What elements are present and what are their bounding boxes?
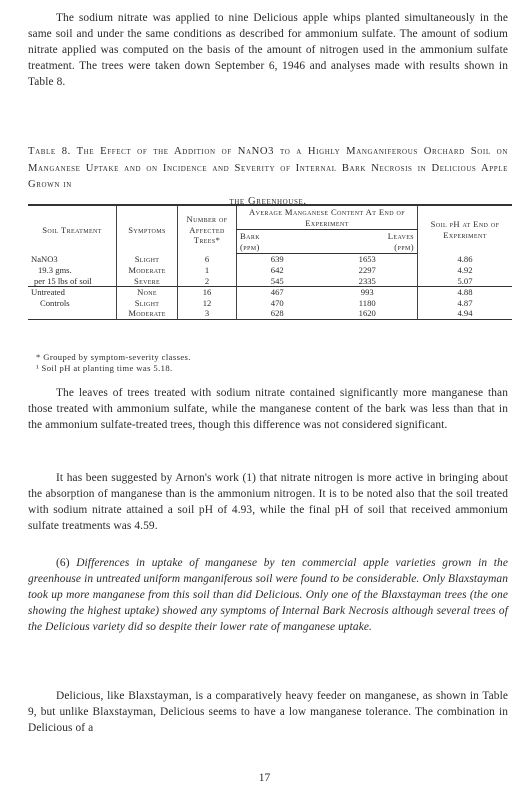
number-cell: 6 xyxy=(178,254,237,265)
section-6-number: (6) xyxy=(56,557,70,569)
header-soil-ph: Soil pH at End of Experiment xyxy=(418,205,513,254)
treatment-line: Controls xyxy=(40,297,70,308)
leaves-cell: 1620 xyxy=(317,308,417,319)
bark-cell: 470 xyxy=(237,298,318,309)
leaves-cell: 2335 xyxy=(317,276,417,287)
bark-cell: 628 xyxy=(237,308,318,319)
paragraph-2: The leaves of trees treated with sodium nitrate contained significantly more manganese than those treated with ammonium sulfate, while the manganese content of the bark was less than that in the ammonium sulfate-treated trees, though this difference was not considered significant. xyxy=(28,387,508,432)
treatment-line: Untreated xyxy=(31,287,65,298)
ph-cell: 4.94 xyxy=(418,308,513,319)
number-cell: 2 xyxy=(178,276,237,287)
symptoms-cell: Slight xyxy=(117,254,178,265)
table-caption xyxy=(28,144,508,210)
header-bark xyxy=(237,230,318,254)
header-leaves-label: Leaves xyxy=(387,231,414,242)
table-row xyxy=(28,298,512,309)
ph-cell: 5.07 xyxy=(418,276,513,287)
symptoms-cell: Slight xyxy=(117,298,178,309)
treatment-line: 19.3 gms. xyxy=(38,264,72,275)
treatment-line: NaNO3 xyxy=(31,253,58,264)
table-caption-last-line: the Greenhouse. xyxy=(229,195,307,207)
symptoms-cell: Moderate xyxy=(117,265,178,276)
header-bark-label: Bark xyxy=(240,231,260,242)
header-avg-manganese: Average Manganese Content At End of Experiment xyxy=(237,205,418,230)
table-row xyxy=(28,308,512,319)
header-symptoms: Symptoms xyxy=(117,205,178,254)
table-footnotes xyxy=(36,352,506,374)
treatment-line: per 15 lbs of soil xyxy=(28,276,117,287)
header-leaves-unit: (ppm) xyxy=(394,241,414,252)
header-bark-unit: (ppm) xyxy=(240,241,260,252)
section-6-paragraph xyxy=(28,555,508,635)
footnote: ¹ Soil pH at planting time was 5.18. xyxy=(36,363,173,373)
number-cell: 3 xyxy=(178,308,237,319)
paragraph-5: Delicious, like Blaxstayman, is a comparatively heavy feeder on manganese, as shown in Table 9, but unlike Blaxstayman, Delicious seems to have a low manganese tolerance. The combination in Delicious of a xyxy=(28,690,508,735)
table-row xyxy=(28,287,512,298)
leaves-cell: 2297 xyxy=(358,264,376,275)
table-row xyxy=(28,276,512,287)
symptoms-cell: None xyxy=(117,287,178,298)
number-cell: 1 xyxy=(178,265,237,276)
bark-cell: 545 xyxy=(237,276,318,287)
intro-paragraph: The sodium nitrate was applied to nine Delicious apple whips planted simultaneously in the same soil and under the same conditions as described for ammonium sulfate. The amount of sodium nitrate applied was computed on the basis of the amount of nitrogen used in the ammonium sulfate treatment. The trees were taken down September 6, 1946 and analyses made with results shown in Table 8. xyxy=(28,12,508,89)
header-number-affected: Number of Affected Trees* xyxy=(178,205,237,254)
leaves-cell: 993 xyxy=(360,287,374,298)
leaves-cell: 1653 xyxy=(358,254,376,265)
page-number: 17 xyxy=(258,772,271,784)
number-cell: 12 xyxy=(178,298,237,309)
bark-cell: 639 xyxy=(237,254,318,265)
ph-cell: 4.92 xyxy=(418,265,513,276)
paragraph-3: It has been suggested by Arnon's work (1) that nitrate nitrogen is more active in bringing about the absorption of manganese than is the ammonium nitrogen. It is to be noted also that the soil treated with sodium nitrate attained a soil pH of 4.93, while the final pH of soil that received ammonium sulfate treatments was 4.59. xyxy=(28,472,508,533)
header-soil-treatment: Soil Treatment xyxy=(28,205,117,254)
header-leaves xyxy=(317,230,417,254)
table-row xyxy=(28,254,512,265)
bark-cell: 467 xyxy=(237,287,318,298)
number-cell: 16 xyxy=(178,287,237,298)
leaves-cell: 1180 xyxy=(358,297,376,308)
bark-cell: 642 xyxy=(237,265,318,276)
ph-cell: 4.88 xyxy=(418,287,513,298)
table-caption-text: Table 8. The Effect of the Addition of NaNO3 to a Highly Manganiferous Orchard Soil on Manganese Uptake and on Incidence and Severity of Internal Bark Necrosis in Delicious Apple Grown in xyxy=(28,146,508,190)
ph-cell: 4.87 xyxy=(418,298,513,309)
symptoms-cell: Severe xyxy=(117,276,178,287)
data-table xyxy=(28,204,512,320)
table-row xyxy=(28,265,512,276)
treatment-line-empty xyxy=(28,308,117,319)
ph-cell: 4.86 xyxy=(418,254,513,265)
footnote: * Grouped by symptom-severity classes. xyxy=(36,352,191,362)
section-6-text: Differences in uptake of manganese by ten commercial apple varieties grown in the greenhouse in untreated uniform manganiferous soil were found to be considerable. Only Blaxstayman took up more manganese from this soil than did Delicious. Only one of the Blaxstayman trees (the one showing the highest uptake) showed any symptoms of Internal Bark Necrosis although several trees of the Delicious variety did so despite their lower rate of manganese uptake. xyxy=(28,557,508,634)
symptoms-cell: Moderate xyxy=(117,308,178,319)
